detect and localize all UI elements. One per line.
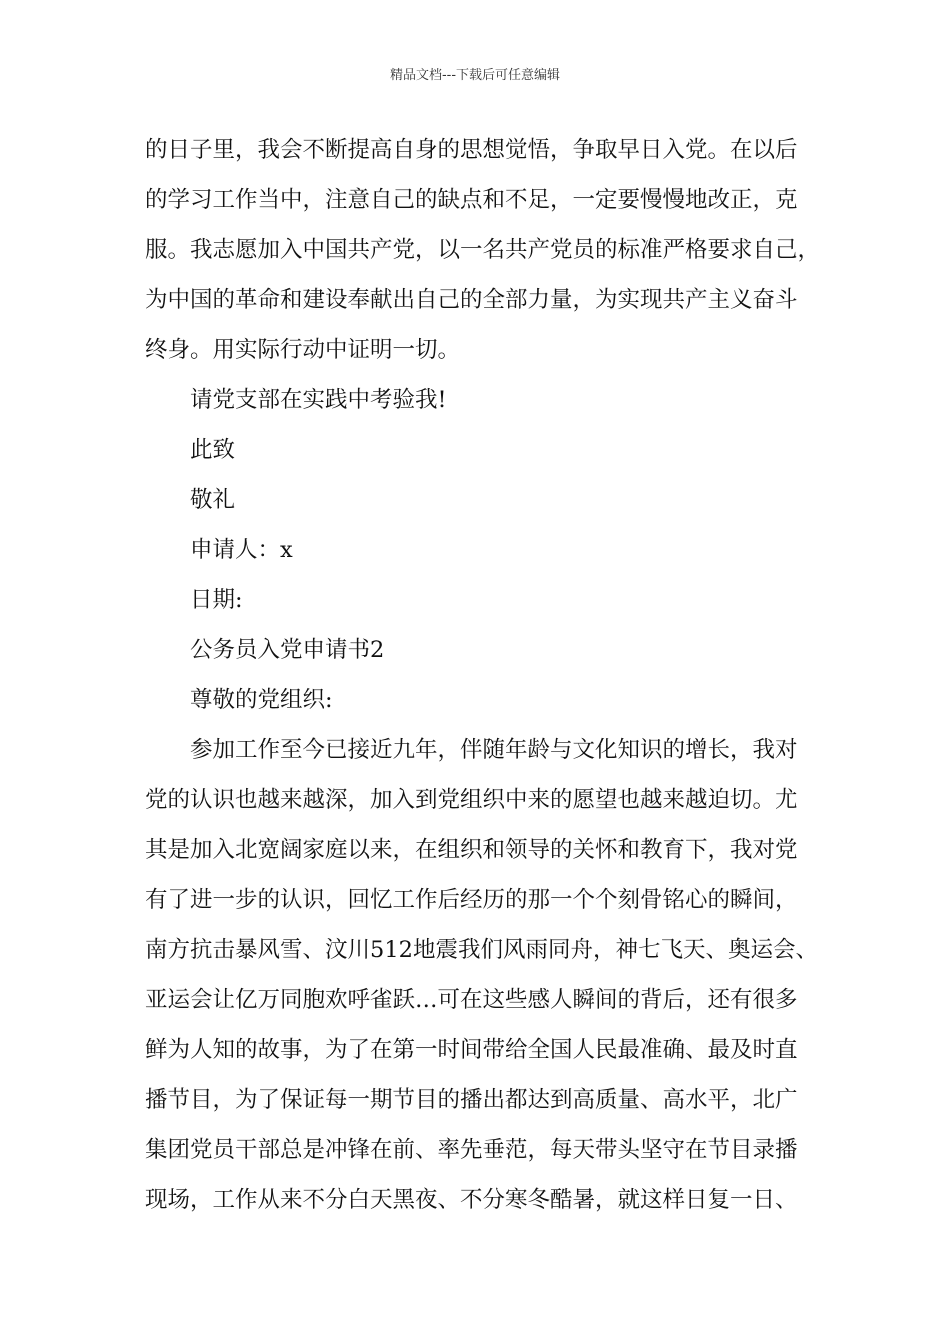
body-line: 南方抗击暴风雪、汶川512地震我们风雨同舟，神七飞天、奥运会、: [145, 937, 818, 963]
body-line: 有了进一步的认识，回忆工作后经历的那一个个刻骨铭心的瞬间，: [145, 887, 798, 913]
closing-line: 此致: [190, 437, 236, 463]
body-line: 终身。用实际行动中证明一切。: [145, 337, 461, 363]
body-line: 现场，工作从来不分白天黑夜、不分寒冬酷暑，就这样日复一日、: [145, 1187, 798, 1213]
salute-line: 敬礼: [190, 487, 236, 513]
section-title: 公务员入党申请书2: [190, 637, 385, 663]
body-line: 的学习工作当中，注意自己的缺点和不足，一定要慢慢地改正，克: [145, 187, 798, 213]
body-line: 亚运会让亿万同胞欢呼雀跃…可在这些感人瞬间的背后，还有很多: [145, 987, 798, 1013]
applicant-line: 申请人：x: [190, 537, 293, 563]
date-line: 日期:: [190, 587, 243, 613]
body-line: 播节目，为了保证每一期节目的播出都达到高质量、高水平，北广: [145, 1087, 798, 1113]
body-line: 党的认识也越来越深，加入到党组织中来的愿望也越来越迫切。尤: [145, 787, 798, 813]
body-line: 集团党员干部总是冲锋在前、率先垂范，每天带头坚守在节目录播: [145, 1137, 798, 1163]
salutation: 尊敬的党组织:: [190, 687, 333, 713]
body-line: 其是加入北宽阔家庭以来，在组织和领导的关怀和教育下，我对党: [145, 837, 798, 863]
body-line: 请党支部在实践中考验我!: [190, 387, 447, 413]
body-line: 的日子里，我会不断提高自身的思想觉悟，争取早日入党。在以后: [145, 137, 798, 163]
body-line: 为中国的革命和建设奉献出自己的全部力量，为实现共产主义奋斗: [145, 287, 798, 313]
body-line: 服。我志愿加入中国共产党，以一名共产党员的标准严格要求自己，: [145, 237, 821, 263]
page-header: 精品文档---下载后可任意编辑: [389, 68, 561, 83]
body-line: 鲜为人知的故事，为了在第一时间带给全国人民最准确、最及时直: [145, 1037, 798, 1063]
body-line: 参加工作至今已接近九年，伴随年龄与文化知识的增长，我对: [190, 737, 798, 763]
